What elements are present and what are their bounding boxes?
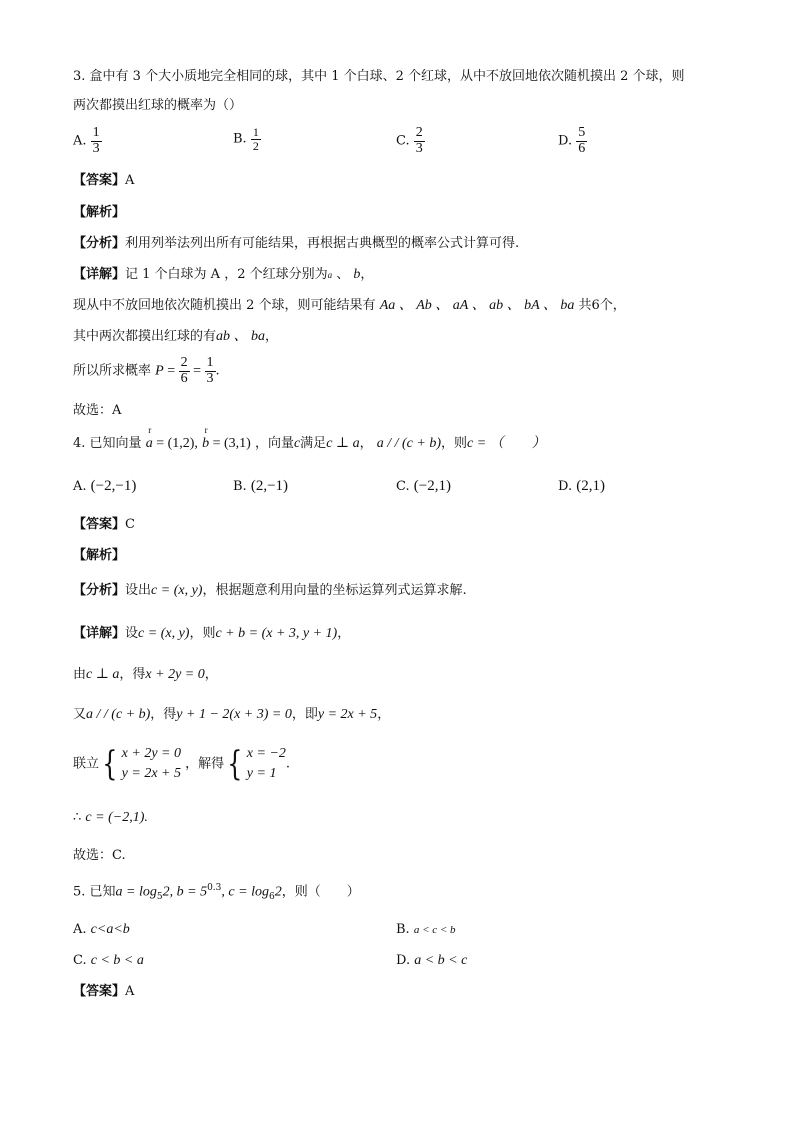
q4-analysis-heading	[73, 548, 125, 564]
q5-option-a-label: A.	[73, 922, 87, 937]
q3-detail-sep: 、	[336, 267, 350, 282]
q5-option-c-value: c < b < a	[90, 953, 144, 968]
q4-option-c-value: (−2,1)	[413, 478, 451, 494]
q4-stem-text-b: ，向量	[254, 436, 294, 451]
q4-fenxi-text-b: ，根据题意利用向量的坐标运算列式运算求解.	[202, 583, 467, 598]
q4-detail-text2a: 由	[73, 667, 87, 682]
q4-vector-b-value: = (3,1)	[209, 436, 251, 451]
q4-conclusion-text: 故选：C.	[73, 848, 126, 863]
q5-option-b-value: a < c < b	[413, 924, 456, 936]
q4-stem-text-e: ，则	[441, 436, 468, 451]
q3-prob-f2-den: 3	[206, 370, 214, 386]
q3-prob-f2-num: 1	[206, 355, 214, 370]
q4-solution	[247, 744, 286, 785]
q5-option-c-label: C.	[73, 953, 87, 968]
q5-eq-b-exp: 0.3	[207, 883, 222, 893]
q3-favorable-list: ab 、 ba	[216, 329, 266, 344]
q4-option-d-value: (2,1)	[576, 478, 605, 494]
q4-stem-text-c: 满足	[300, 436, 327, 451]
q3-option-c	[396, 126, 425, 156]
q5-eq-b: 2, b = 5	[162, 884, 208, 900]
q3-option-c-label: C.	[396, 133, 410, 149]
q5-stem-text-a: 5. 已知	[73, 884, 116, 900]
q4-detail-line4	[73, 744, 290, 785]
q3-detail-var-a: a	[327, 270, 333, 280]
q4-option-d	[558, 478, 605, 495]
q3-fenxi-text: 利用列举法列出所有可能结果，再根据古典概型的概率公式计算可得.	[125, 236, 520, 251]
q5-answer	[73, 984, 134, 1000]
q4-detail-eq3: c ⊥ a	[86, 667, 120, 682]
q5-stem	[73, 883, 360, 903]
q3-option-d	[558, 126, 587, 156]
q4-answer-tag: 【答案】	[73, 517, 126, 532]
q4-option-a-value: (−2,−1)	[90, 478, 137, 494]
q3-option-a-num: 1	[92, 125, 100, 140]
q3-answer	[73, 173, 134, 189]
q4-fenxi-tag: 【分析】	[73, 583, 126, 598]
q4-solution-y: y = 1	[246, 766, 277, 782]
q5-option-c	[73, 953, 144, 969]
q5-eq-a-base: 5	[156, 891, 163, 902]
q5-eq-a: a = log	[115, 884, 157, 900]
q5-option-a-value: c<a<b	[90, 922, 130, 937]
q4-detail-eq6: y + 1 − 2(x + 3) = 0	[176, 707, 292, 722]
q4-detail-text3d: ，	[377, 707, 391, 722]
q3-answer-tag: 【答案】	[73, 173, 126, 188]
q3-option-b-num: 1	[252, 125, 259, 139]
q5-option-d	[396, 953, 467, 969]
q5-eq-c-arg: 2	[274, 884, 282, 900]
q3-stem-line1	[73, 69, 685, 85]
q5-option-d-value: a < b < c	[414, 953, 468, 968]
q4-analysis-tag: 【解析】	[73, 548, 126, 563]
q4-vector-a-letter: a	[145, 436, 153, 451]
q3-option-b-den: 2	[252, 138, 259, 153]
q3-detail-text4: 所以所求概率	[73, 363, 152, 379]
q4-detail-text3b: ，得	[150, 707, 177, 722]
q4-option-c	[396, 478, 451, 495]
q3-option-a	[73, 126, 102, 156]
q4-detail-line2	[73, 667, 218, 684]
q4-detail-text3a: 又	[73, 707, 87, 722]
q4-system-eq1: x + 2y = 0	[121, 746, 181, 761]
q3-detail-total: 共6个，	[578, 298, 626, 313]
q4-fenxi-eq: c = (x, y)	[151, 583, 203, 598]
q5-eq-c-base: 6	[268, 891, 275, 902]
q3-prob-f1-num: 2	[180, 355, 188, 370]
q3-prob-fraction2	[205, 356, 216, 386]
q3-option-d-label: D.	[558, 133, 573, 149]
q3-answer-value: A	[125, 173, 135, 188]
q4-detail-eq4: x + 2y = 0	[145, 667, 205, 682]
q3-detail-text1: 记 1 个白球为 A ，2 个红球分别为	[125, 267, 328, 282]
q3-detail-text3: 其中两次都摸出红球的有	[73, 329, 217, 344]
q3-option-a-label: A.	[73, 133, 87, 149]
q3-stem-text1: 3. 盒中有 3 个大小质地完全相同的球，其中 1 个白球、2 个红球，从中不放回地依次随机摸出 2 个球，则	[73, 69, 685, 84]
q3-option-a-fraction	[91, 126, 102, 156]
q4-detail-eq1: c = (x, y)	[138, 626, 190, 641]
q4-option-d-label: D.	[558, 479, 573, 494]
q4-therefore-symbol: ∴	[73, 810, 82, 825]
q3-option-c-fraction	[414, 126, 425, 156]
q4-detail-text2b: ，得	[119, 667, 146, 682]
q3-fenxi	[73, 236, 519, 252]
q4-detail-tag: 【详解】	[73, 626, 126, 641]
q3-conclusion-text: 故选：A	[73, 403, 122, 418]
q4-option-b-label: B.	[233, 479, 247, 494]
q3-prob-f1-den: 6	[180, 370, 188, 386]
q3-detail-comma: ，	[360, 267, 374, 282]
q3-detail-comma3: ，	[265, 329, 279, 344]
q3-prob-symbol: P	[155, 363, 164, 379]
q4-answer	[73, 517, 135, 533]
q4-system-brace: {	[102, 744, 118, 785]
q4-detail-eq2: c + b = (x + 3, y + 1)	[215, 626, 338, 641]
q4-detail-line3	[73, 707, 390, 724]
q3-option-d-den: 6	[578, 140, 586, 156]
q3-conclusion	[73, 403, 121, 419]
q3-prob-period: .	[215, 363, 220, 379]
q3-stem-text2: 两次都摸出红球的概率为（）	[73, 98, 243, 113]
q4-stem: 4. 已知向量 r a = (1,2), r b = (3,1) ，向量c满足c ⊥ a， a / / (c + b)，则c = （ ）	[73, 425, 546, 451]
q4-final-eq: c = (−2,1).	[85, 810, 148, 825]
q4-detail-eq7: y = 2x + 5	[317, 707, 378, 722]
q3-option-a-den: 3	[92, 140, 100, 156]
q4-detail-text4b: ，解得	[185, 756, 225, 772]
q5-option-d-label: D.	[396, 953, 411, 968]
q4-stem-text-d: ，	[359, 436, 373, 451]
q4-detail-text1a: 设	[125, 626, 139, 641]
q3-prob-fraction1	[179, 356, 190, 386]
q3-detail-line3	[73, 329, 278, 346]
q3-detail-text2: 现从中不放回地依次随机摸出 2 个球，则可能结果有	[73, 298, 376, 313]
q4-detail-text3c: ，即	[291, 707, 318, 722]
q5-option-b-label: B.	[396, 922, 410, 937]
q3-detail-line2	[73, 298, 626, 315]
q4-option-a	[73, 478, 136, 495]
q4-vector-b-letter: b	[202, 436, 210, 451]
q4-detail-text4c: .	[285, 756, 291, 772]
q3-option-d-num: 5	[578, 125, 586, 140]
q4-vector-a-value: = (1,2),	[152, 436, 198, 451]
q4-option-b	[233, 478, 288, 495]
q4-option-b-value: (2,−1)	[250, 478, 289, 494]
q4-perp-condition: c ⊥ a	[326, 436, 360, 451]
q3-option-c-num: 2	[415, 125, 423, 140]
q4-detail-line5	[73, 810, 148, 827]
q4-solution-brace: {	[227, 744, 243, 785]
q4-vector-b: r b	[202, 425, 210, 451]
q5-option-a	[73, 922, 130, 938]
q4-option-a-label: A.	[73, 479, 87, 494]
q5-answer-tag: 【答案】	[73, 984, 126, 999]
q3-option-b	[233, 126, 261, 152]
q4-option-c-label: C.	[396, 479, 410, 494]
q4-answer-value: C	[125, 517, 135, 532]
q5-answer-value: A	[125, 984, 135, 999]
q4-solution-x: x = −2	[246, 746, 286, 761]
q3-analysis-heading	[73, 205, 125, 221]
q3-option-b-label: B.	[233, 131, 247, 147]
q3-analysis-tag: 【解析】	[73, 205, 126, 220]
q3-detail-var-b: b	[353, 267, 361, 282]
q4-detail-eq5: a / / (c + b)	[86, 707, 151, 722]
q4-conclusion	[73, 848, 126, 864]
q3-stem-line2	[73, 98, 242, 114]
q4-fenxi-text-a: 设出	[125, 583, 152, 598]
q3-option-c-den: 3	[415, 140, 423, 156]
q3-option-d-fraction	[576, 126, 587, 156]
q3-outcomes-list: Aa 、 Ab 、 aA 、 ab 、 bA 、 ba	[379, 298, 575, 313]
q4-vector-a: r a	[145, 425, 153, 451]
q4-detail-text1c: ，	[337, 626, 351, 641]
q3-detail-line4: 所以所求概率 P = $\frac{2}{6}$ = $\frac{1}{3}$ .	[73, 355, 220, 386]
q4-detail-text4a: 联立	[73, 756, 100, 772]
q3-option-b-fraction	[251, 126, 261, 152]
q5-stem-text-b: ，则（ ）	[281, 884, 360, 900]
q3-fenxi-tag: 【分析】	[73, 236, 126, 251]
q5-option-b	[396, 922, 456, 937]
q4-system-eq2: y = 2x + 5	[121, 766, 181, 782]
q5-eq-c: , c = log	[221, 884, 269, 900]
q4-detail-text1b: ，则	[189, 626, 216, 641]
q3-detail-tag: 【详解】	[73, 267, 126, 282]
q4-system	[122, 744, 181, 785]
q4-detail-line1	[73, 626, 350, 643]
q4-parallel-condition: a / / (c + b)	[376, 436, 441, 451]
q4-stem-ask: c = （ ）	[467, 436, 546, 451]
q4-stem-text-a: 4. 已知向量	[73, 436, 142, 451]
q4-detail-text2c: ，	[204, 667, 218, 682]
q4-fenxi	[73, 583, 467, 600]
q3-detail-line1	[73, 267, 373, 284]
